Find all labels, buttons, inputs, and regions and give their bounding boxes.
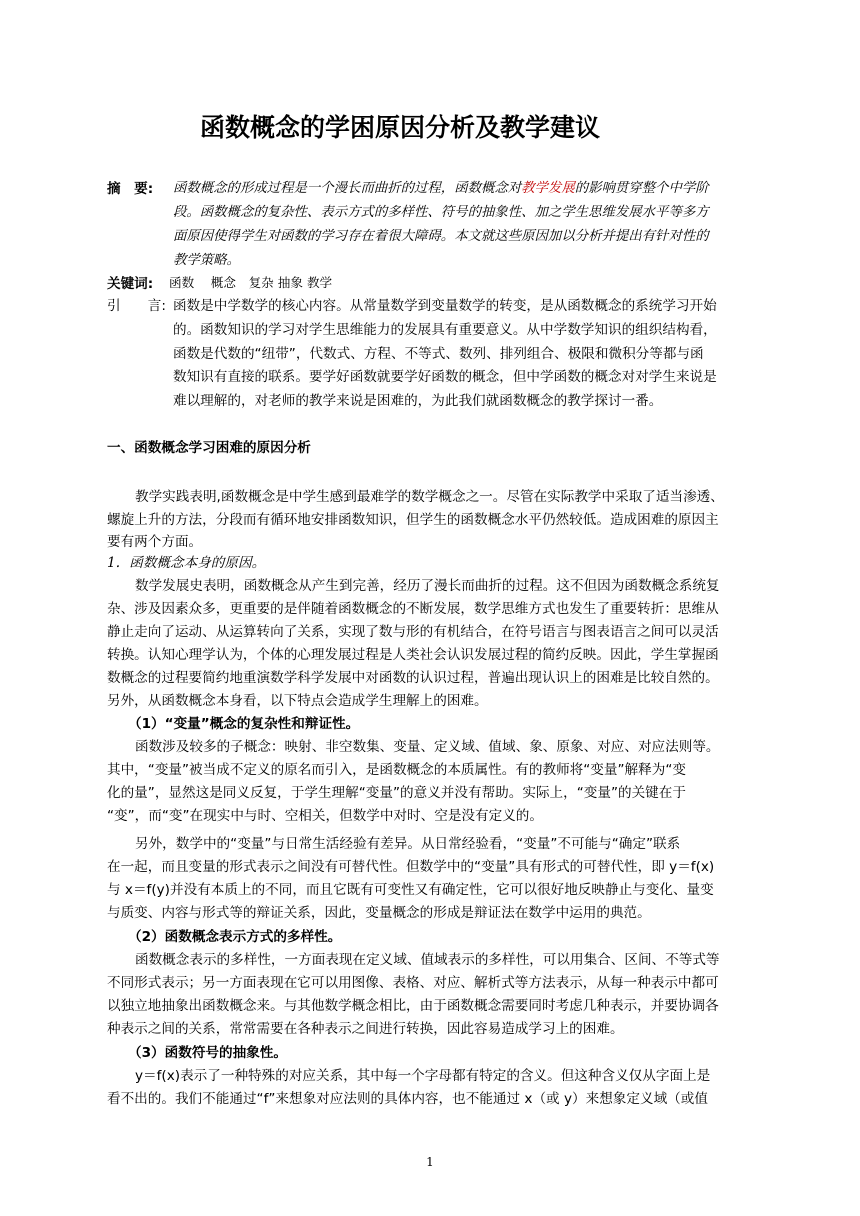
body-line: 不同形式表示；另一方面表现在它可以用图像、表格、对应、解析式等方法表示，从每一种表示中都可: [107, 975, 719, 991]
body-line: 静止走向了运动、从运算转向了关系，实现了数与形的有机结合，在符号语言与图表语言之间可以灵活: [107, 624, 719, 640]
abstract-link[interactable]: 教学发展: [521, 181, 575, 196]
body-line: 化的量”，显然这是同义反复，于学生理解“变量”的意义并没有帮助。实际上，“变量”的关键在于: [107, 785, 686, 801]
point-heading: （2）函数概念表示方式的多样性。: [128, 929, 342, 945]
intro-line: 难以理解的，对老师的教学来说是困难的，为此我们就函数概念的教学探讨一番。: [173, 393, 663, 409]
point-heading: （3）函数符号的抽象性。: [128, 1045, 287, 1061]
body-line: 函数概念表示的多样性，一方面表现在定义域、值域表示的多样性，可以用集合、区间、不等式等: [135, 952, 720, 968]
body-line: 杂、涉及因素众多，更重要的是伴随着函数概念的不断发展，数学思维方式也发生了重要转折：思维从: [107, 601, 719, 617]
body-line: 函数涉及较多的子概念：映射、非空数集、变量、定义域、值域、象、原象、对应、对应法则等。: [135, 739, 720, 755]
body-line: 种表示之间的关系，常常需要在各种表示之间进行转换，因此容易造成学习上的困难。: [107, 1021, 624, 1037]
abstract-line-4: 教学策略。: [173, 253, 240, 268]
abstract-line-1: [173, 177, 709, 196]
body-line: 在一起，而且变量的形式表示之间没有可替代性。但数学中的“变量”具有形式的可替代性，即 y＝f(x): [107, 859, 715, 875]
page-number: 1: [426, 1155, 434, 1169]
abstract-line-3: 面原因使得学生对函数的学习存在着很大障碍。本文就这些原因加以分析并提出有针对性的: [173, 229, 709, 244]
intro-line: 函数是中学数学的核心内容。从常量数学到变量数学的转变，是从函数概念的系统学习开始: [173, 298, 717, 314]
body-line: 与质变、内容与形式等的辩证关系，因此，变量概念的形成是辩证法在数学中运用的典范。: [107, 905, 651, 921]
abstract-label: 摘 要:: [107, 181, 154, 197]
section-heading: 一、函数概念学习困难的原因分析: [107, 440, 311, 456]
abstract-line-2: 段。函数概念的复杂性、表示方式的多样性、符号的抽象性、加之学生思维发展水平等多方: [173, 205, 709, 220]
page-title: 函数概念的学困原因分析及教学建议: [199, 113, 600, 142]
keywords-label: 关键词:: [107, 276, 154, 292]
body-line: 教学实践表明,函数概念是中学生感到最难学的数学概念之一。尽管在实际教学中采取了适当渗透、: [135, 489, 724, 505]
body-line: “变”，而“变”在现实中与时、空相关，但数学中对时、空是没有定义的。: [107, 808, 543, 824]
body-line: 其中，“变量”被当成不定义的原名而引入，是函数概念的本质属性。有的教师将“变量”解释为“变: [107, 762, 686, 778]
body-line: 另外，数学中的“变量”与日常生活经验有差异。从日常经验看，“变量”不可能与“确定”联系: [135, 836, 681, 852]
abstract-text-pre: 函数概念的形成过程是一个漫长而曲折的过程，函数概念对: [173, 181, 522, 196]
body-line: 螺旋上升的方法，分段而有循环地安排函数知识，但学生的函数概念水平仍然较低。造成困难的原因主: [107, 512, 719, 528]
body-line: 以独立地抽象出函数概念来。与其他数学概念相比，由于函数概念需要同时考虑几种表示，并要协调各: [107, 998, 719, 1014]
keywords-text: 函数 概念 复杂 抽象 教学: [169, 275, 333, 290]
body-line: 数概念的过程要简约地重演数学科学发展中对函数的认识过程，普遍出现认识上的困难是比较自然的。: [107, 670, 719, 686]
body-line: 要有两个方面。: [107, 534, 203, 550]
body-line: 另外，从函数概念本身看，以下特点会造成学生理解上的困难。: [107, 693, 488, 709]
body-line: 看不出的。我们不能通过“f”来想象对应法则的具体内容，也不能通过 x（或 y）来想象定义域（或值: [107, 1091, 708, 1107]
point-heading: （1）“变量”概念的复杂性和辩证性。: [128, 716, 360, 732]
intro-label: 引 言:: [107, 298, 166, 314]
intro-line: 函数是代数的“纽带”，代数式、方程、不等式、数列、排列组合、极限和微积分等都与函: [173, 346, 704, 362]
body-line: 与 x＝f(y)并没有本质上的不同，而且它既有可变性又有确定性，它可以很好地反映静止与变化、量变: [107, 882, 714, 898]
intro-line: 数知识有直接的联系。要学好函数就要学好函数的概念，但中学函数的概念对对学生来说是: [173, 369, 717, 385]
subsection-heading: 1．函数概念本身的原因。: [107, 555, 266, 571]
body-line: y＝f(x)表示了一种特殊的对应关系，其中每一个字母都有特定的含义。但这种含义仅从字面上是: [135, 1068, 711, 1084]
body-line: 数学发展史表明，函数概念从产生到完善，经历了漫长而曲折的过程。这不但因为函数概念系统复: [135, 578, 720, 594]
abstract-text-post: 的影响贯穿整个中学阶: [574, 181, 709, 196]
body-line: 转换。认知心理学认为，个体的心理发展过程是人类社会认识发展过程的简约反映。因此，学生掌握函: [107, 647, 719, 663]
intro-line: 的。函数知识的学习对学生思维能力的发展具有重要意义。从中学数学知识的组织结构看，: [173, 322, 717, 338]
